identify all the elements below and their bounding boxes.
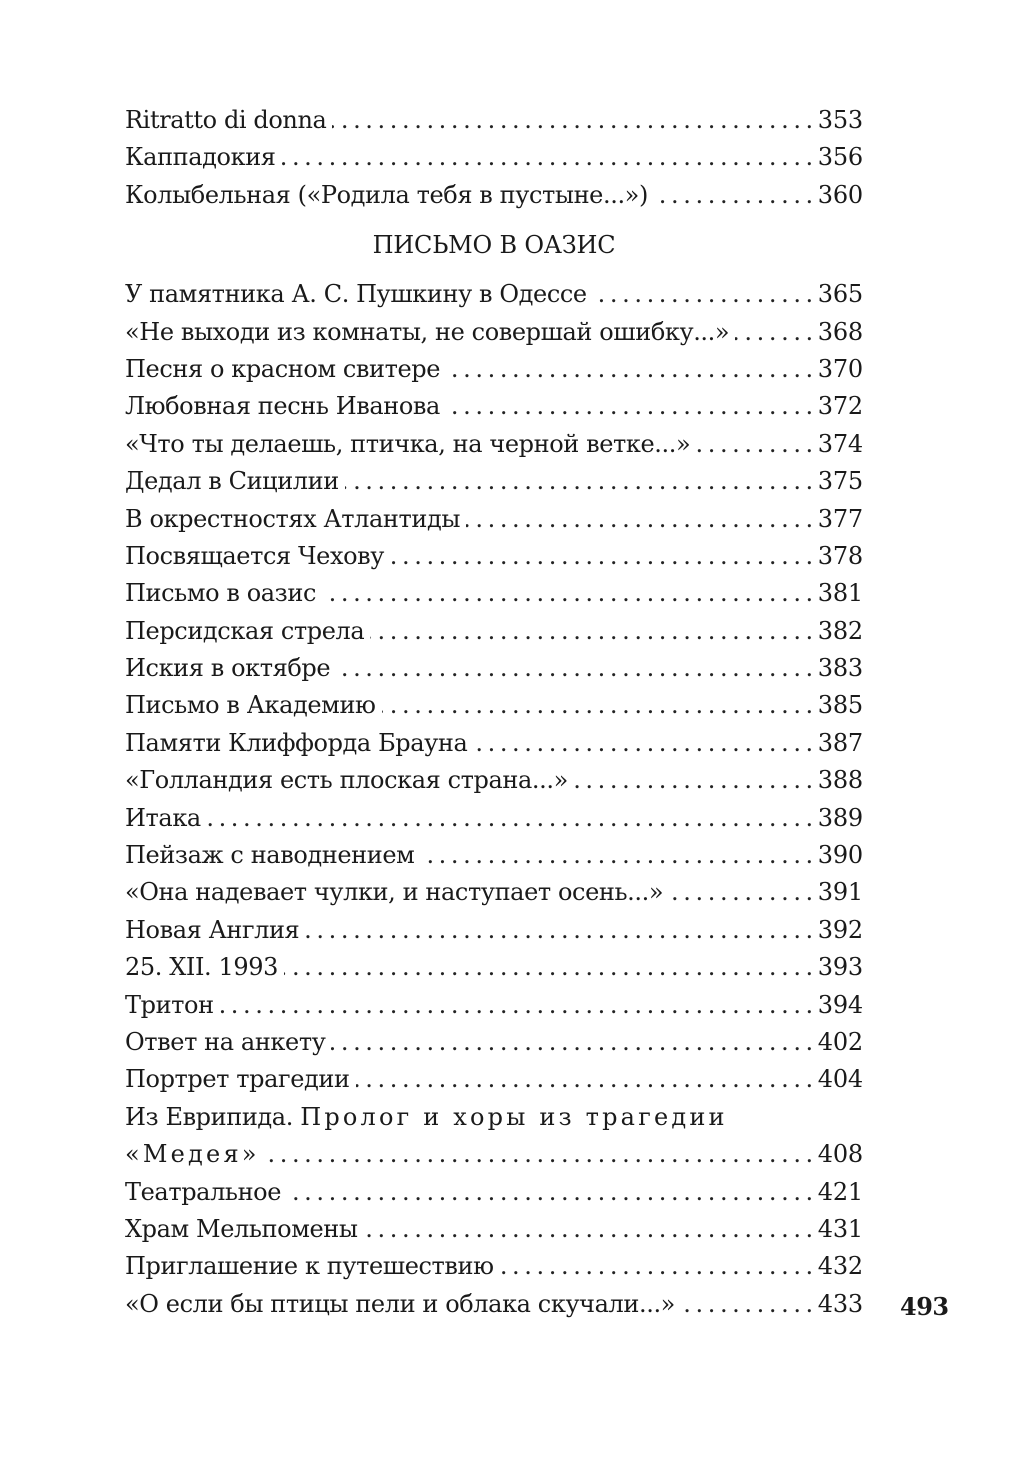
toc-entry[interactable] [125,388,863,425]
toc-entry-title: Новая Англия [125,915,300,944]
dot-leader [220,987,818,1024]
toc-entry[interactable] [125,687,863,724]
toc-entry-title: «Она надевает чулки, и наступает осень...» [125,878,664,907]
toc-entry-title: Письмо в Академию [125,691,376,720]
toc-entry-title: Дедал в Сицилии [125,467,339,496]
toc-entry-page: 431 [817,1214,863,1243]
toc-entry-title: Персидская стрела [125,616,365,645]
toc-entry[interactable] [125,1174,863,1211]
toc-entry-page: 375 [817,467,863,496]
toc-entry-title: «Что ты делаешь, птичка, на черной ветке...» [125,429,691,458]
toc-entry-title: Тритон [125,990,214,1019]
toc-entry-page: 390 [817,841,863,870]
toc-entry-page: 374 [817,429,863,458]
toc-entry[interactable] [125,1211,863,1248]
toc-entry[interactable] [125,949,863,986]
dot-leader [420,837,817,874]
dot-leader [364,1211,818,1248]
toc-entry-title: «Не выходи из комнаты, не совершай ошибку...» [125,317,730,346]
toc-entry-title: Иския в октябре [125,654,331,683]
toc-entry[interactable] [125,1024,863,1061]
dot-leader [735,314,818,351]
toc-entry[interactable] [125,1248,863,1285]
toc-entry-page: 388 [817,766,863,795]
toc-entry[interactable] [125,139,863,176]
toc-entry-title: Итака [125,803,201,832]
toc-entry-page: 365 [817,280,863,309]
dot-leader [446,351,818,388]
toc-entry-page: 394 [817,990,863,1019]
toc-entry-title: «Медея» [125,1140,260,1169]
section-heading: ПИСЬМО В ОАЗИС [372,231,616,260]
toc-entry-page: 389 [817,803,863,832]
toc-entry-page: 404 [817,1065,863,1094]
toc-entry-title: Ответ на анкету [125,1027,326,1056]
toc-entry[interactable] [125,837,863,874]
toc-entry-page: 432 [817,1252,863,1281]
toc-entry-line-2 [125,1136,863,1173]
dot-leader [473,725,817,762]
toc-entry[interactable] [125,177,863,214]
dot-leader [500,1248,818,1285]
toc-entry-title-spaced: Пролог и хоры из трагедии [300,1102,728,1131]
toc-entry[interactable] [125,650,863,687]
toc-entry-title: Любовная песнь Иванова [125,392,440,421]
dot-leader [356,1061,818,1098]
toc-entry-page: 402 [817,1027,863,1056]
toc-entry-wrapped[interactable] [125,1099,863,1174]
toc-entry[interactable] [125,987,863,1024]
toc-entry-line-1 [125,1099,863,1136]
toc-entry-title: «О если бы птицы пели и облака скучали...» [125,1289,675,1318]
dot-leader [332,102,817,139]
dot-leader [696,426,818,463]
toc-entry-page: 392 [817,915,863,944]
toc-entry-title: Посвящается Чехову [125,541,384,570]
toc-entry[interactable] [125,426,863,463]
toc-entry[interactable] [125,725,863,762]
toc-entry-page: 393 [817,953,863,982]
dot-leader [390,538,818,575]
dot-leader [322,575,818,612]
dot-leader [370,613,818,650]
dot-leader [284,949,818,986]
dot-leader [466,501,818,538]
dot-leader [681,1286,818,1323]
toc-entry-page: 368 [817,317,863,346]
toc-entry-page: 391 [817,878,863,907]
toc-entry[interactable] [125,463,863,500]
dot-leader [287,1174,818,1211]
toc-entry-title: Театральное [125,1177,282,1206]
toc-entry-title: Пейзаж с наводнением [125,841,415,870]
toc-entry[interactable] [125,102,863,139]
toc-entry-title: У памятника А. С. Пушкину в Одессе [125,280,587,309]
toc-entry-page: 378 [817,541,863,570]
toc-entry-title: Письмо в оазис [125,579,317,608]
toc-entry[interactable] [125,314,863,351]
toc-entry-page: 372 [817,392,863,421]
table-of-contents [125,102,863,1323]
toc-entry[interactable] [125,800,863,837]
toc-entry-title: Ritratto di donna [125,106,327,134]
toc-entry[interactable] [125,874,863,911]
dot-leader [282,139,818,176]
toc-entry-page: 370 [817,354,863,383]
toc-entry-page: 385 [817,691,863,720]
dot-leader [446,388,818,425]
toc-entry-title-prefix: Из Еврипида. [125,1102,293,1131]
toc-entry-page: 383 [817,654,863,683]
toc-entry-page: 381 [817,579,863,608]
toc-entry-page: 408 [817,1140,863,1169]
toc-entry[interactable] [125,613,863,650]
dot-leader [336,650,818,687]
toc-entry-page: 377 [817,504,863,533]
toc-entry[interactable] [125,1286,863,1323]
toc-entry-title: Приглашение к путешествию [125,1252,494,1281]
toc-entry-title: Портрет трагедии [125,1065,350,1094]
toc-entry[interactable] [125,912,863,949]
dot-leader [669,874,818,911]
toc-entry[interactable] [125,575,863,612]
toc-entry-page: 353 [817,106,863,134]
dot-leader [382,687,818,724]
toc-entry-title: Храм Мельпомены [125,1214,358,1243]
toc-entry-page: 356 [817,143,863,172]
dot-leader [305,912,817,949]
toc-entry[interactable] [125,351,863,388]
dot-leader [266,1136,818,1173]
dot-leader [207,800,818,837]
toc-entry-page: 421 [817,1177,863,1206]
toc-entry-page: 382 [817,616,863,645]
toc-entry[interactable] [125,1061,863,1098]
toc-entry-title: Памяти Клиффорда Брауна [125,728,468,757]
page-number: 493 [900,1292,949,1321]
dot-leader [654,177,818,214]
toc-entry-page: 387 [817,728,863,757]
toc-entry[interactable] [125,538,863,575]
toc-entry[interactable] [125,501,863,538]
toc-entry[interactable] [125,276,863,313]
toc-entry-page: 433 [817,1289,863,1318]
toc-entry-page: 360 [817,180,863,209]
toc-entry-title: Колыбельная («Родила тебя в пустыне...») [125,180,648,209]
toc-entry-title: В окрестностях Атлантиды [125,504,461,533]
dot-leader [331,1024,817,1061]
dot-leader [574,762,818,799]
toc-entry-title: Каппадокия [125,143,276,172]
toc-entry-title: 25. XII. 1993 [125,953,278,982]
toc-entry[interactable] [125,762,863,799]
toc-entry-title: «Голландия есть плоская страна...» [125,766,568,795]
dot-leader [593,276,818,313]
toc-entry-title: Песня о красном свитере [125,354,441,383]
dot-leader [345,463,818,500]
